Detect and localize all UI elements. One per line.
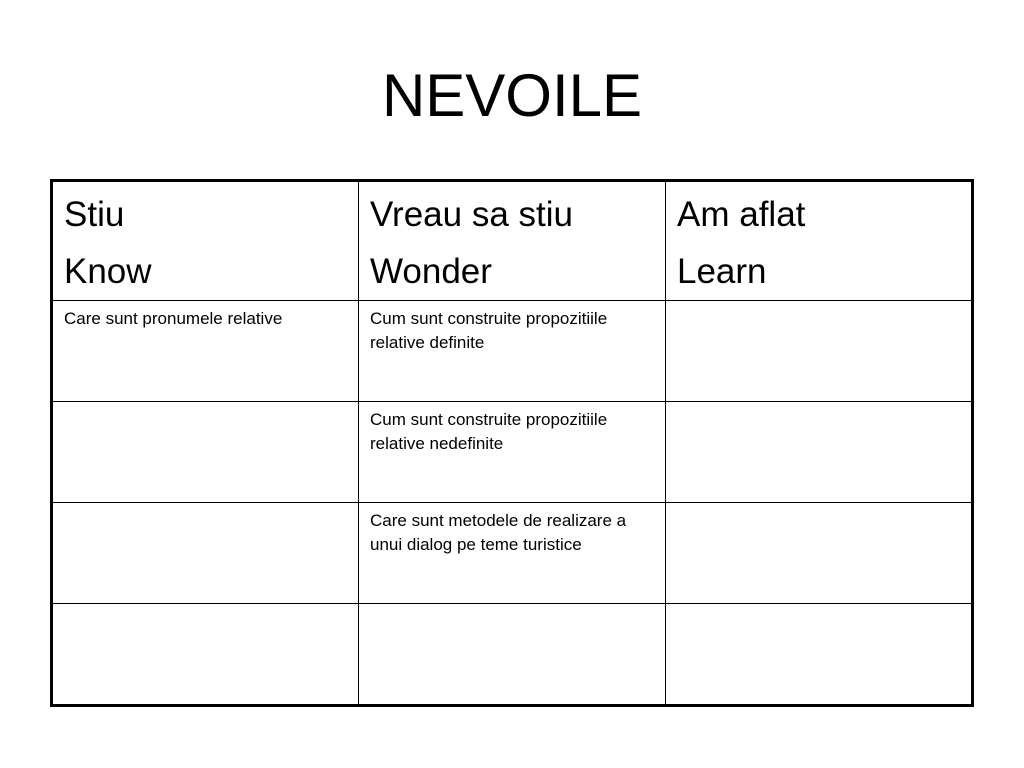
table-cell-know (52, 503, 359, 604)
table-cell-wonder: Cum sunt construite propozitiile relative nedefinite (359, 402, 666, 503)
table-row (52, 503, 973, 604)
header-learn-ro: Am aflat (677, 195, 806, 234)
slide-title: NEVOILE (381, 62, 643, 129)
header-wonder-ro: Vreau sa stiu (370, 195, 573, 234)
table-header-row (52, 181, 973, 301)
header-wonder-en: Wonder (370, 252, 492, 291)
header-know-ro: Stiu (64, 195, 125, 234)
kwl-table (50, 179, 974, 707)
table-cell-wonder: Cum sunt construite propozitiile relative definite (359, 301, 666, 402)
table-cell-learn (666, 503, 973, 604)
header-know (52, 181, 359, 301)
table-row (52, 301, 973, 402)
header-learn (666, 181, 973, 301)
table-cell-learn (666, 301, 973, 402)
table-row (52, 402, 973, 503)
table-cell-know (52, 604, 359, 706)
header-learn-en: Learn (677, 252, 767, 291)
table-cell-wonder: Care sunt metodele de realizare a unui dialog pe teme turistice (359, 503, 666, 604)
table-cell-wonder (359, 604, 666, 706)
table-cell-learn (666, 604, 973, 706)
table-cell-know (52, 402, 359, 503)
table-cell-learn (666, 402, 973, 503)
table-row (52, 604, 973, 706)
header-wonder (359, 181, 666, 301)
header-know-en: Know (64, 252, 152, 291)
table-cell-know: Care sunt pronumele relative (52, 301, 359, 402)
